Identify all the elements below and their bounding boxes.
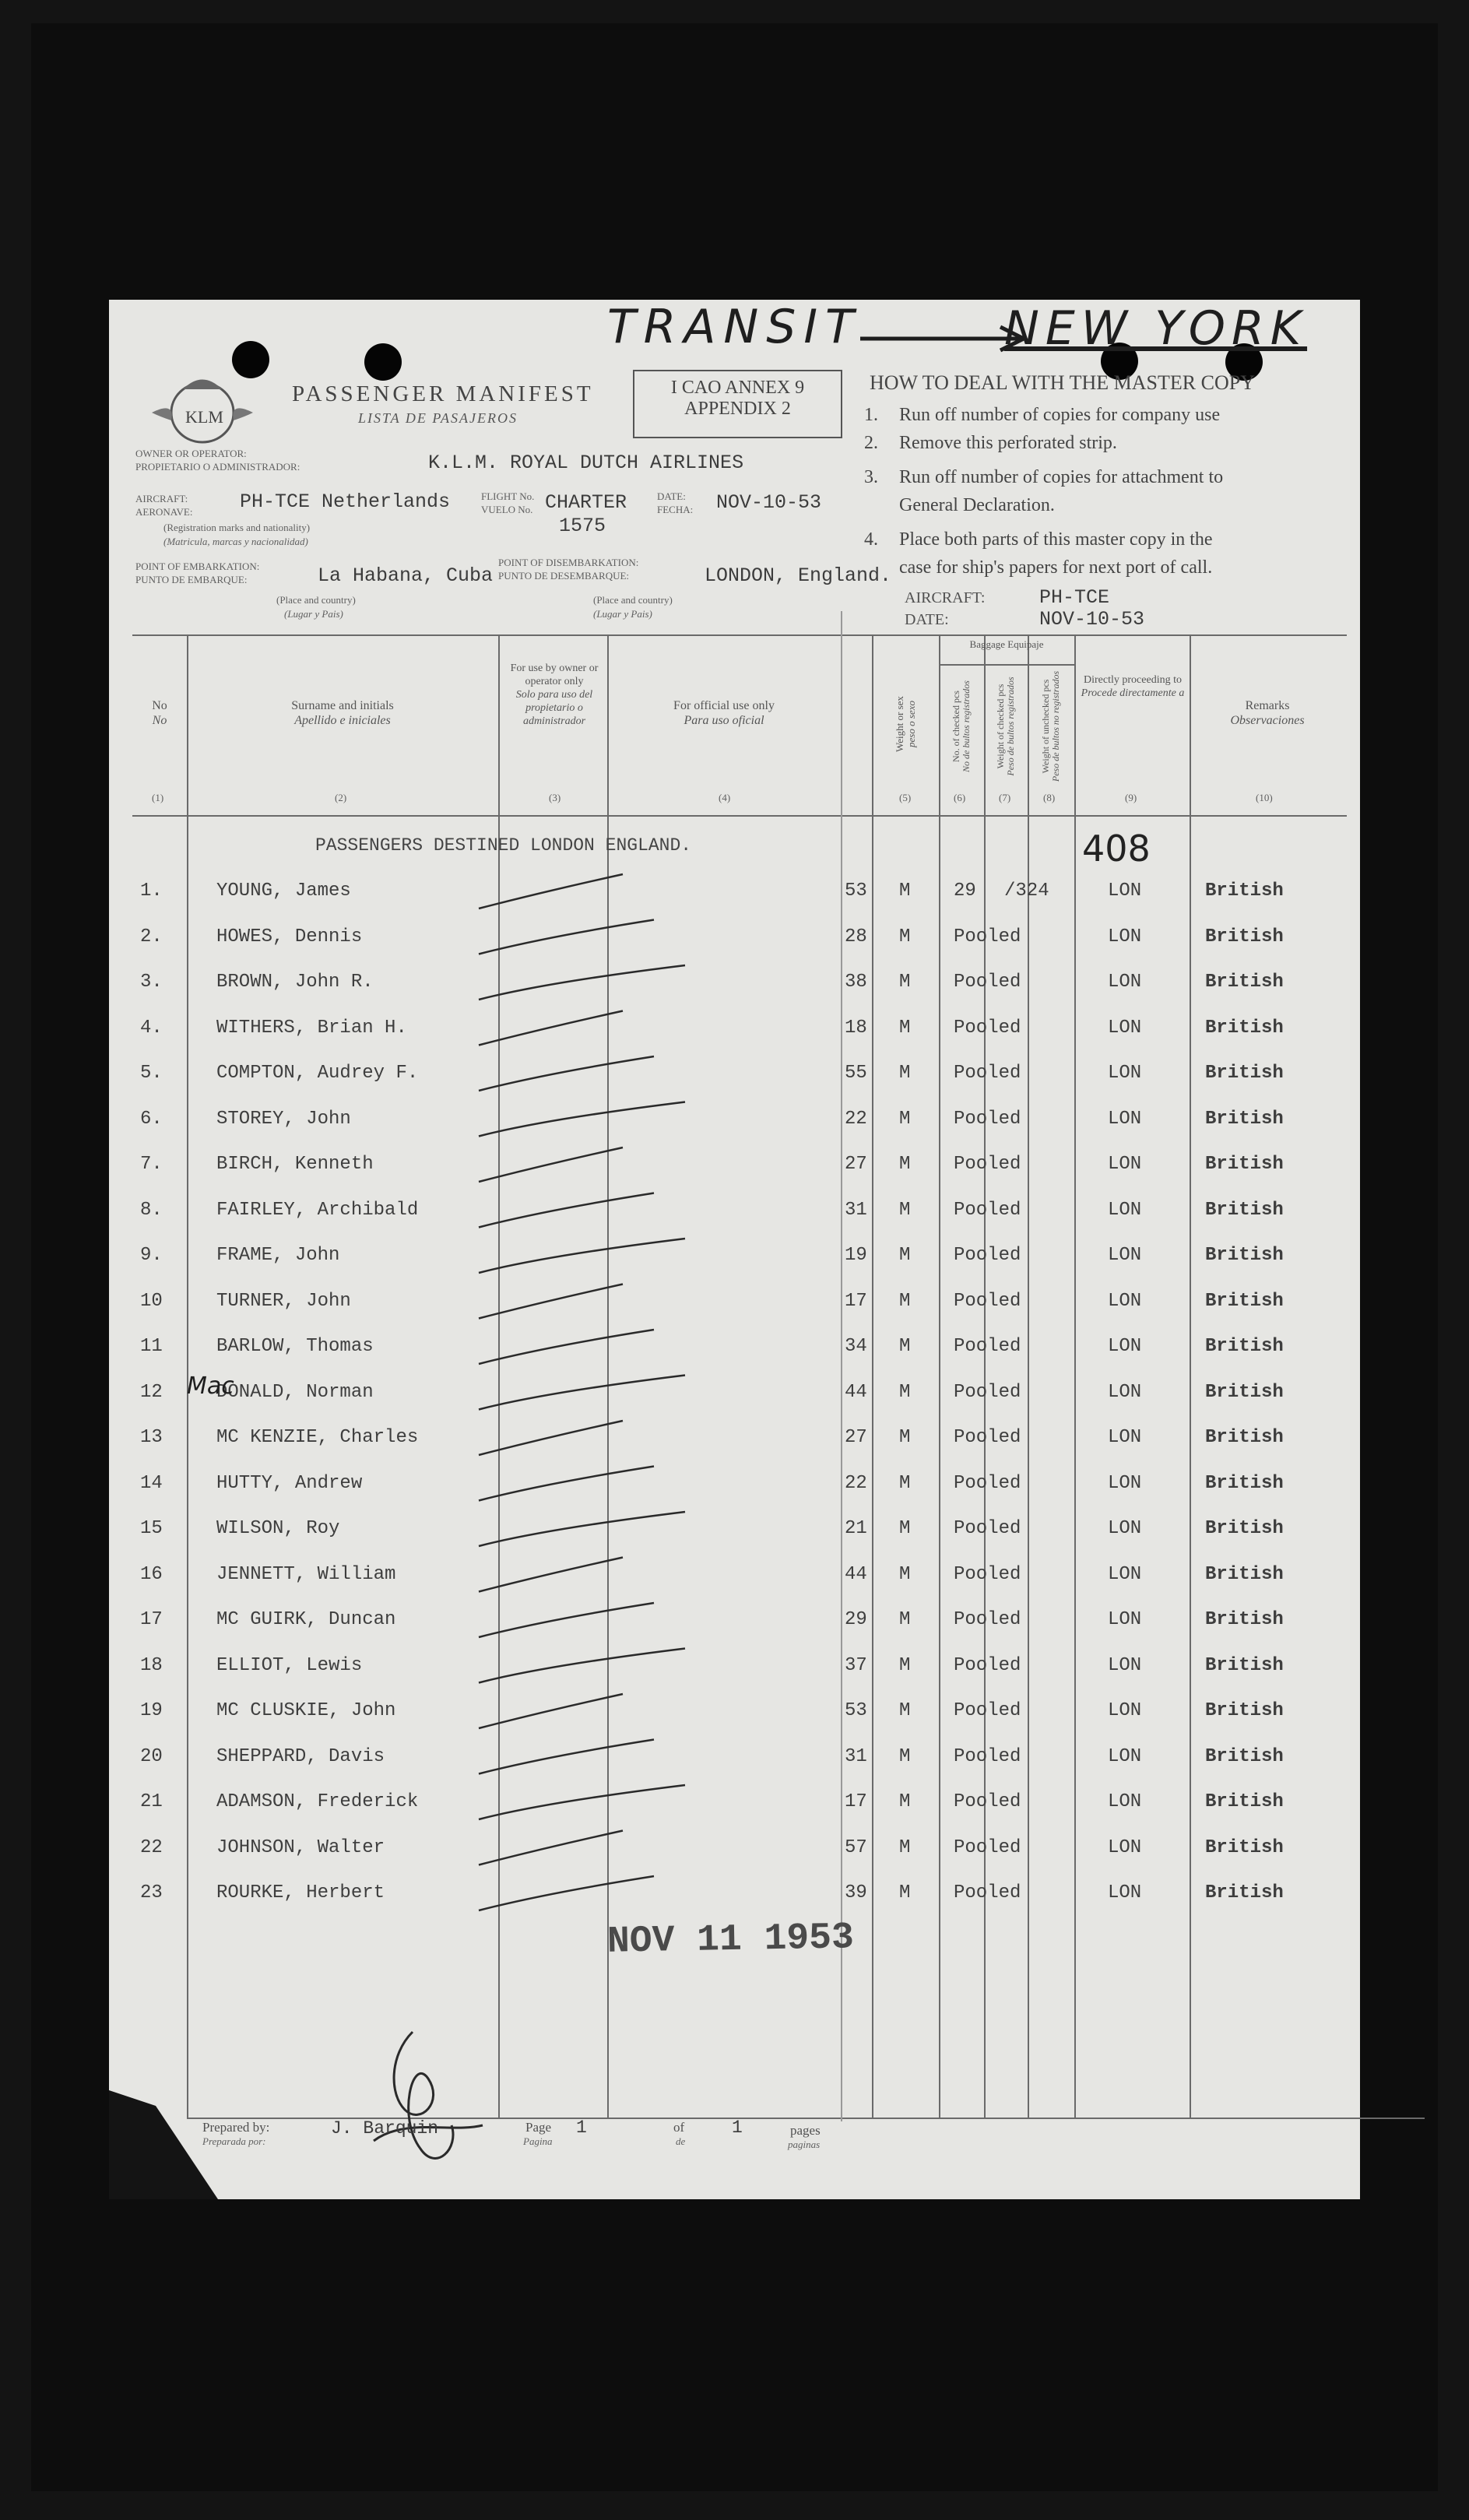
cell-name: STOREY, John xyxy=(216,1108,351,1130)
cell-age: 22 xyxy=(845,1472,867,1494)
section-heading: PASSENGERS DESTINED LONDON ENGLAND. xyxy=(315,835,692,856)
col-header-unchecked-weight: Weight of unchecked pcs Peso de bultos no registrados xyxy=(1040,670,1061,782)
cell-bag: Pooled xyxy=(954,1563,1021,1585)
cell-sex: M xyxy=(899,1745,911,1767)
cell-bag: Pooled xyxy=(954,1518,1021,1539)
cell-name: FAIRLEY, Archibald xyxy=(216,1199,419,1221)
cell-age: 29 xyxy=(845,1609,867,1630)
cell-dest: LON xyxy=(1108,1472,1142,1494)
cell-dest: LON xyxy=(1108,1700,1142,1721)
cell-dest: LON xyxy=(1108,972,1142,993)
cell-remarks: British xyxy=(1205,972,1284,993)
page-value: 1 xyxy=(576,2118,587,2138)
cell-remarks: British xyxy=(1205,1381,1284,1403)
cell-name: SHEPPARD, Davis xyxy=(216,1745,385,1767)
col-num: (7) xyxy=(999,792,1011,803)
cell-no: 18 xyxy=(140,1654,163,1676)
cell-dest: LON xyxy=(1108,1836,1142,1858)
col-header-official: For official use only Para uso oficial xyxy=(673,699,775,727)
cell-bag2: /324 xyxy=(1004,880,1049,902)
cell-age: 34 xyxy=(845,1336,867,1357)
col-header-no: No No xyxy=(152,699,167,727)
pages-label: pages xyxy=(790,2123,821,2138)
cell-name: ROURKE, Herbert xyxy=(216,1882,385,1903)
cell-dest: LON xyxy=(1108,1563,1142,1585)
cell-sex: M xyxy=(899,972,911,993)
pages-label-es: paginas xyxy=(788,2139,821,2150)
cell-bag: Pooled xyxy=(954,1336,1021,1357)
cell-remarks: British xyxy=(1205,1563,1284,1585)
col-num: (1) xyxy=(152,792,164,803)
col-num: (9) xyxy=(1125,792,1137,803)
col-header-checked-pcs: No. of checked pcs No de bultos registrados xyxy=(951,680,972,772)
cell-dest: LON xyxy=(1108,880,1142,902)
cell-age: 17 xyxy=(845,1290,867,1312)
cell-no: 20 xyxy=(140,1745,163,1767)
cell-bag: Pooled xyxy=(954,1290,1021,1312)
cell-sex: M xyxy=(899,1427,911,1448)
cell-no: 4. xyxy=(140,1017,163,1039)
cell-remarks: British xyxy=(1205,1882,1284,1903)
cell-name: ADAMSON, Frederick xyxy=(216,1791,419,1812)
cell-no: 21 xyxy=(140,1791,163,1812)
cell-remarks: British xyxy=(1205,1245,1284,1266)
cell-no: 2. xyxy=(140,926,163,947)
cell-dest: LON xyxy=(1108,926,1142,947)
cell-dest: LON xyxy=(1108,1154,1142,1175)
cell-name: YOUNG, James xyxy=(216,880,351,902)
cell-age: 37 xyxy=(845,1654,867,1676)
form-title: PASSENGER MANIFEST xyxy=(292,381,594,406)
check-stroke xyxy=(479,1740,654,1774)
cell-sex: M xyxy=(899,1836,911,1858)
prepared-value: J. Barquin xyxy=(331,2118,439,2139)
col-header-proceeding: Directly proceeding to Procede directamente a xyxy=(1081,674,1185,699)
cell-sex: M xyxy=(899,1609,911,1630)
col-num: (8) xyxy=(1043,792,1056,803)
cell-no: 6. xyxy=(140,1108,163,1130)
cell-bag: 29 xyxy=(954,880,976,902)
check-stroke xyxy=(479,1421,623,1455)
cell-sex: M xyxy=(899,1245,911,1266)
cell-remarks: British xyxy=(1205,1017,1284,1039)
disembarkation-note-es: (Lugar y Pais) xyxy=(593,608,652,620)
flight-value: CHARTER xyxy=(545,491,627,514)
cell-sex: M xyxy=(899,1791,911,1812)
cell-no: 22 xyxy=(140,1836,163,1858)
cell-age: 55 xyxy=(845,1063,867,1084)
cell-sex: M xyxy=(899,1882,911,1903)
cell-dest: LON xyxy=(1108,1290,1142,1312)
cell-age: 22 xyxy=(845,1108,867,1130)
cell-bag: Pooled xyxy=(954,1063,1021,1084)
cell-no: 13 xyxy=(140,1427,163,1448)
check-stroke xyxy=(479,1467,654,1501)
cell-sex: M xyxy=(899,1336,911,1357)
cell-no: 5. xyxy=(140,1063,163,1084)
prepared-label-es: Preparada por: xyxy=(202,2135,266,2147)
instruction-item: 3. Run off number of copies for attachment to xyxy=(864,467,1224,487)
received-date-stamp: NOV 11 1953 xyxy=(606,1917,855,1963)
annex-line2: APPENDIX 2 xyxy=(684,399,791,419)
cell-bag: Pooled xyxy=(954,1017,1021,1039)
check-stroke xyxy=(479,1831,623,1865)
disembarkation-label: POINT OF DISEMBARKATION: xyxy=(498,557,639,568)
cell-dest: LON xyxy=(1108,1381,1142,1403)
cell-age: 21 xyxy=(845,1518,867,1539)
cell-bag: Pooled xyxy=(954,1472,1021,1494)
cell-sex: M xyxy=(899,880,911,902)
instructions-aircraft-value: PH-TCE xyxy=(1039,586,1110,609)
cell-no: 3. xyxy=(140,972,163,993)
cell-name: MC KENZIE, Charles xyxy=(216,1427,419,1448)
cell-age: 57 xyxy=(845,1836,867,1858)
cell-age: 44 xyxy=(845,1563,867,1585)
check-stroke xyxy=(479,1056,654,1091)
cell-no: 12 xyxy=(140,1381,163,1403)
cell-sex: M xyxy=(899,1063,911,1084)
cell-bag: Pooled xyxy=(954,1108,1021,1130)
col-num: (6) xyxy=(954,792,966,803)
cell-dest: LON xyxy=(1108,1199,1142,1221)
cell-no: 8. xyxy=(140,1199,163,1221)
flight-label-es: VUELO No. xyxy=(481,504,533,515)
of-value: 1 xyxy=(732,2118,743,2138)
cell-name: MC GUIRK, Duncan xyxy=(216,1609,396,1630)
cell-bag: Pooled xyxy=(954,1882,1021,1903)
cell-bag: Pooled xyxy=(954,1154,1021,1175)
cell-age: 31 xyxy=(845,1199,867,1221)
cell-bag: Pooled xyxy=(954,1381,1021,1403)
instruction-item: 1. Run off number of copies for company use xyxy=(864,405,1221,425)
check-stroke xyxy=(479,1603,654,1637)
cell-dest: LON xyxy=(1108,1245,1142,1266)
cell-sex: M xyxy=(899,1518,911,1539)
cell-sex: M xyxy=(899,1290,911,1312)
handwritten-destination: NEW YORK xyxy=(1004,301,1308,356)
aircraft-note-es: (Matricula, marcas y nacionalidad) xyxy=(163,536,308,547)
cell-remarks: British xyxy=(1205,1108,1284,1130)
owner-label-es: PROPIETARIO O ADMINISTRADOR: xyxy=(135,461,300,473)
check-stroke xyxy=(479,920,654,954)
cell-dest: LON xyxy=(1108,1017,1142,1039)
cell-dest: LON xyxy=(1108,1791,1142,1812)
check-stroke xyxy=(479,1102,685,1137)
form-title-es: LISTA DE PASAJEROS xyxy=(358,410,518,426)
aircraft-note: (Registration marks and nationality) xyxy=(163,522,311,533)
disembarkation-value: LONDON, England. xyxy=(705,564,892,587)
instruction-item: case for ship's papers for next port of call. xyxy=(899,557,1213,578)
cell-name: FRAME, John xyxy=(216,1245,340,1266)
cell-remarks: British xyxy=(1205,1154,1284,1175)
cell-name: WILSON, Roy xyxy=(216,1518,340,1539)
cell-bag: Pooled xyxy=(954,1199,1021,1221)
cell-sex: M xyxy=(899,1199,911,1221)
cell-age: 19 xyxy=(845,1245,867,1266)
aircraft-label-es: AERONAVE: xyxy=(135,506,193,518)
cell-age: 44 xyxy=(845,1381,867,1403)
cell-dest: LON xyxy=(1108,1882,1142,1903)
cell-sex: M xyxy=(899,1472,911,1494)
flight-number: 1575 xyxy=(559,515,606,537)
cell-name: HOWES, Dennis xyxy=(216,926,363,947)
cell-sex: M xyxy=(899,1154,911,1175)
cell-name: JENNETT, William xyxy=(216,1563,396,1585)
handwritten-transit: TRANSIT xyxy=(607,300,862,354)
signature-icon xyxy=(343,2024,514,2180)
cell-age: 31 xyxy=(845,1745,867,1767)
cell-sex: M xyxy=(899,1654,911,1676)
embarkation-label: POINT OF EMBARKATION: xyxy=(135,561,260,572)
cell-dest: LON xyxy=(1108,1336,1142,1357)
cell-no: 17 xyxy=(140,1609,163,1630)
cell-no: 14 xyxy=(140,1472,163,1494)
cell-sex: M xyxy=(899,1563,911,1585)
cell-no: 19 xyxy=(140,1700,163,1721)
cell-name: BROWN, John R. xyxy=(216,972,374,993)
cell-age: 18 xyxy=(845,1017,867,1039)
cell-dest: LON xyxy=(1108,1108,1142,1130)
cell-no: 10 xyxy=(140,1290,163,1312)
instructions-aircraft-label: AIRCRAFT: xyxy=(905,589,986,606)
cell-name: BARLOW, Thomas xyxy=(216,1336,374,1357)
cell-bag: Pooled xyxy=(954,1700,1021,1721)
cell-age: 27 xyxy=(845,1154,867,1175)
owner-value: K.L.M. ROYAL DUTCH AIRLINES xyxy=(428,452,744,474)
col-num: (4) xyxy=(719,792,731,803)
instructions-date-value: NOV-10-53 xyxy=(1039,608,1145,631)
cell-no: 11 xyxy=(140,1336,163,1357)
cell-name: TURNER, John xyxy=(216,1290,351,1312)
check-stroke xyxy=(479,1785,685,1819)
cell-remarks: British xyxy=(1205,1063,1284,1084)
cell-remarks: British xyxy=(1205,1745,1284,1767)
cell-bag: Pooled xyxy=(954,1609,1021,1630)
cell-age: 53 xyxy=(845,880,867,902)
col-header-operator: For use by owner or operator only Solo para uso del propietario o administrador xyxy=(510,663,599,727)
check-stroke xyxy=(479,1512,685,1546)
disembarkation-label-es: PUNTO DE DESEMBARQUE: xyxy=(498,570,630,582)
check-stroke xyxy=(479,874,623,909)
cell-sex: M xyxy=(899,1700,911,1721)
cell-name: ELLIOT, Lewis xyxy=(216,1654,363,1676)
flight-label: FLIGHT No. xyxy=(481,490,535,502)
page-label: Page xyxy=(525,2120,552,2135)
check-strokes xyxy=(109,300,1360,2199)
cell-sex: M xyxy=(899,1017,911,1039)
of-label: of xyxy=(673,2120,685,2135)
cell-remarks: British xyxy=(1205,880,1284,902)
instructions-title: HOW TO DEAL WITH THE MASTER COPY xyxy=(870,371,1255,394)
cell-bag: Pooled xyxy=(954,926,1021,947)
check-stroke xyxy=(479,1193,654,1228)
of-label-es: de xyxy=(676,2135,686,2147)
manifest-sheet xyxy=(109,300,1360,2199)
embarkation-label-es: PUNTO DE EMBARQUE: xyxy=(135,574,248,585)
cell-name: BIRCH, Kenneth xyxy=(216,1154,374,1175)
check-stroke xyxy=(479,1011,623,1046)
check-stroke xyxy=(479,1876,654,1910)
handwritten-mac: Mac xyxy=(187,1372,234,1400)
torn-corner xyxy=(109,2090,226,2199)
cell-remarks: British xyxy=(1205,1427,1284,1448)
col-header-checked-weight: Weight of checked pcs Peso de bultos registrados xyxy=(995,677,1016,776)
col-num: (10) xyxy=(1256,792,1273,803)
cell-remarks: British xyxy=(1205,1609,1284,1630)
check-stroke xyxy=(479,965,685,1000)
disembarkation-note: (Place and country) xyxy=(593,594,673,606)
check-stroke xyxy=(479,1148,623,1182)
cell-remarks: British xyxy=(1205,1336,1284,1357)
cell-dest: LON xyxy=(1108,1654,1142,1676)
cell-remarks: British xyxy=(1205,1472,1284,1494)
cell-dest: LON xyxy=(1108,1518,1142,1539)
instruction-item: 2. Remove this perforated strip. xyxy=(864,433,1117,453)
cell-remarks: British xyxy=(1205,1791,1284,1812)
cell-dest: LON xyxy=(1108,1609,1142,1630)
cell-no: 23 xyxy=(140,1882,163,1903)
cell-name: DONALD, Norman xyxy=(216,1381,374,1403)
cell-bag: Pooled xyxy=(954,1791,1021,1812)
col-num: (2) xyxy=(335,792,347,803)
cell-name: COMPTON, Audrey F. xyxy=(216,1063,419,1084)
date-label-es: FECHA: xyxy=(657,504,694,515)
cell-remarks: British xyxy=(1205,1518,1284,1539)
cell-sex: M xyxy=(899,1108,911,1130)
instruction-item: 4. Place both parts of this master copy in the xyxy=(864,529,1213,550)
col-num: (5) xyxy=(899,792,912,803)
cell-no: 15 xyxy=(140,1518,163,1539)
instruction-item: General Declaration. xyxy=(899,495,1055,515)
cell-sex: M xyxy=(899,1381,911,1403)
cell-remarks: British xyxy=(1205,1836,1284,1858)
embarkation-note: (Place and country) xyxy=(276,594,356,606)
cell-remarks: British xyxy=(1205,1290,1284,1312)
check-stroke xyxy=(479,1694,623,1728)
prepared-label: Prepared by: xyxy=(202,2120,270,2135)
page-label-es: Pagina xyxy=(523,2135,553,2147)
cell-age: 38 xyxy=(845,972,867,993)
cell-age: 28 xyxy=(845,926,867,947)
cell-bag: Pooled xyxy=(954,1745,1021,1767)
aircraft-label: AIRCRAFT: xyxy=(135,493,188,504)
cell-age: 17 xyxy=(845,1791,867,1812)
svg-text:KLM: KLM xyxy=(185,407,223,427)
embarkation-value: La Habana, Cuba xyxy=(318,564,494,587)
cell-sex: M xyxy=(899,926,911,947)
check-stroke xyxy=(479,1649,685,1683)
cell-dest: LON xyxy=(1108,1063,1142,1084)
cell-age: 27 xyxy=(845,1427,867,1448)
check-stroke xyxy=(479,1376,685,1410)
date-label: DATE: xyxy=(657,490,686,502)
cell-name: WITHERS, Brian H. xyxy=(216,1017,407,1039)
cell-no: 16 xyxy=(140,1563,163,1585)
cell-age: 39 xyxy=(845,1882,867,1903)
instructions-date-label: DATE: xyxy=(905,611,949,628)
col-header-remarks: Remarks Observaciones xyxy=(1230,699,1305,727)
annex-line1: I CAO ANNEX 9 xyxy=(670,378,805,398)
cell-dest: LON xyxy=(1108,1427,1142,1448)
cell-remarks: British xyxy=(1205,926,1284,947)
check-stroke xyxy=(479,1330,654,1364)
cell-bag: Pooled xyxy=(954,1427,1021,1448)
cell-no: 9. xyxy=(140,1245,163,1266)
baggage-group-label: Baggage Equipaje xyxy=(969,638,1044,650)
col-header-name: Surname and initials Apellido e iniciales xyxy=(291,699,394,727)
cell-name: JOHNSON, Walter xyxy=(216,1836,385,1858)
check-stroke xyxy=(479,1558,623,1592)
date-value: NOV-10-53 xyxy=(716,491,822,514)
cell-bag: Pooled xyxy=(954,1654,1021,1676)
embarkation-note-es: (Lugar y Pais) xyxy=(284,608,343,620)
aircraft-value: PH-TCE Netherlands xyxy=(240,490,451,513)
cell-bag: Pooled xyxy=(954,1836,1021,1858)
col-header-weight-sex: Weight or sex peso o sexo xyxy=(894,696,917,752)
cell-bag: Pooled xyxy=(954,1245,1021,1266)
owner-label: OWNER OR OPERATOR: xyxy=(135,448,247,459)
cell-remarks: British xyxy=(1205,1654,1284,1676)
cell-remarks: British xyxy=(1205,1700,1284,1721)
cell-no: 7. xyxy=(140,1154,163,1175)
check-stroke xyxy=(479,1239,685,1273)
cell-age: 53 xyxy=(845,1700,867,1721)
cell-dest: LON xyxy=(1108,1745,1142,1767)
cell-name: MC CLUSKIE, John xyxy=(216,1700,396,1721)
check-stroke xyxy=(479,1285,623,1319)
cell-bag: Pooled xyxy=(954,972,1021,993)
cell-name: HUTTY, Andrew xyxy=(216,1472,363,1494)
cell-no: 1. xyxy=(140,880,163,902)
col-num: (3) xyxy=(549,792,561,803)
handwritten-count: 408 xyxy=(1082,828,1151,870)
cell-remarks: British xyxy=(1205,1199,1284,1221)
